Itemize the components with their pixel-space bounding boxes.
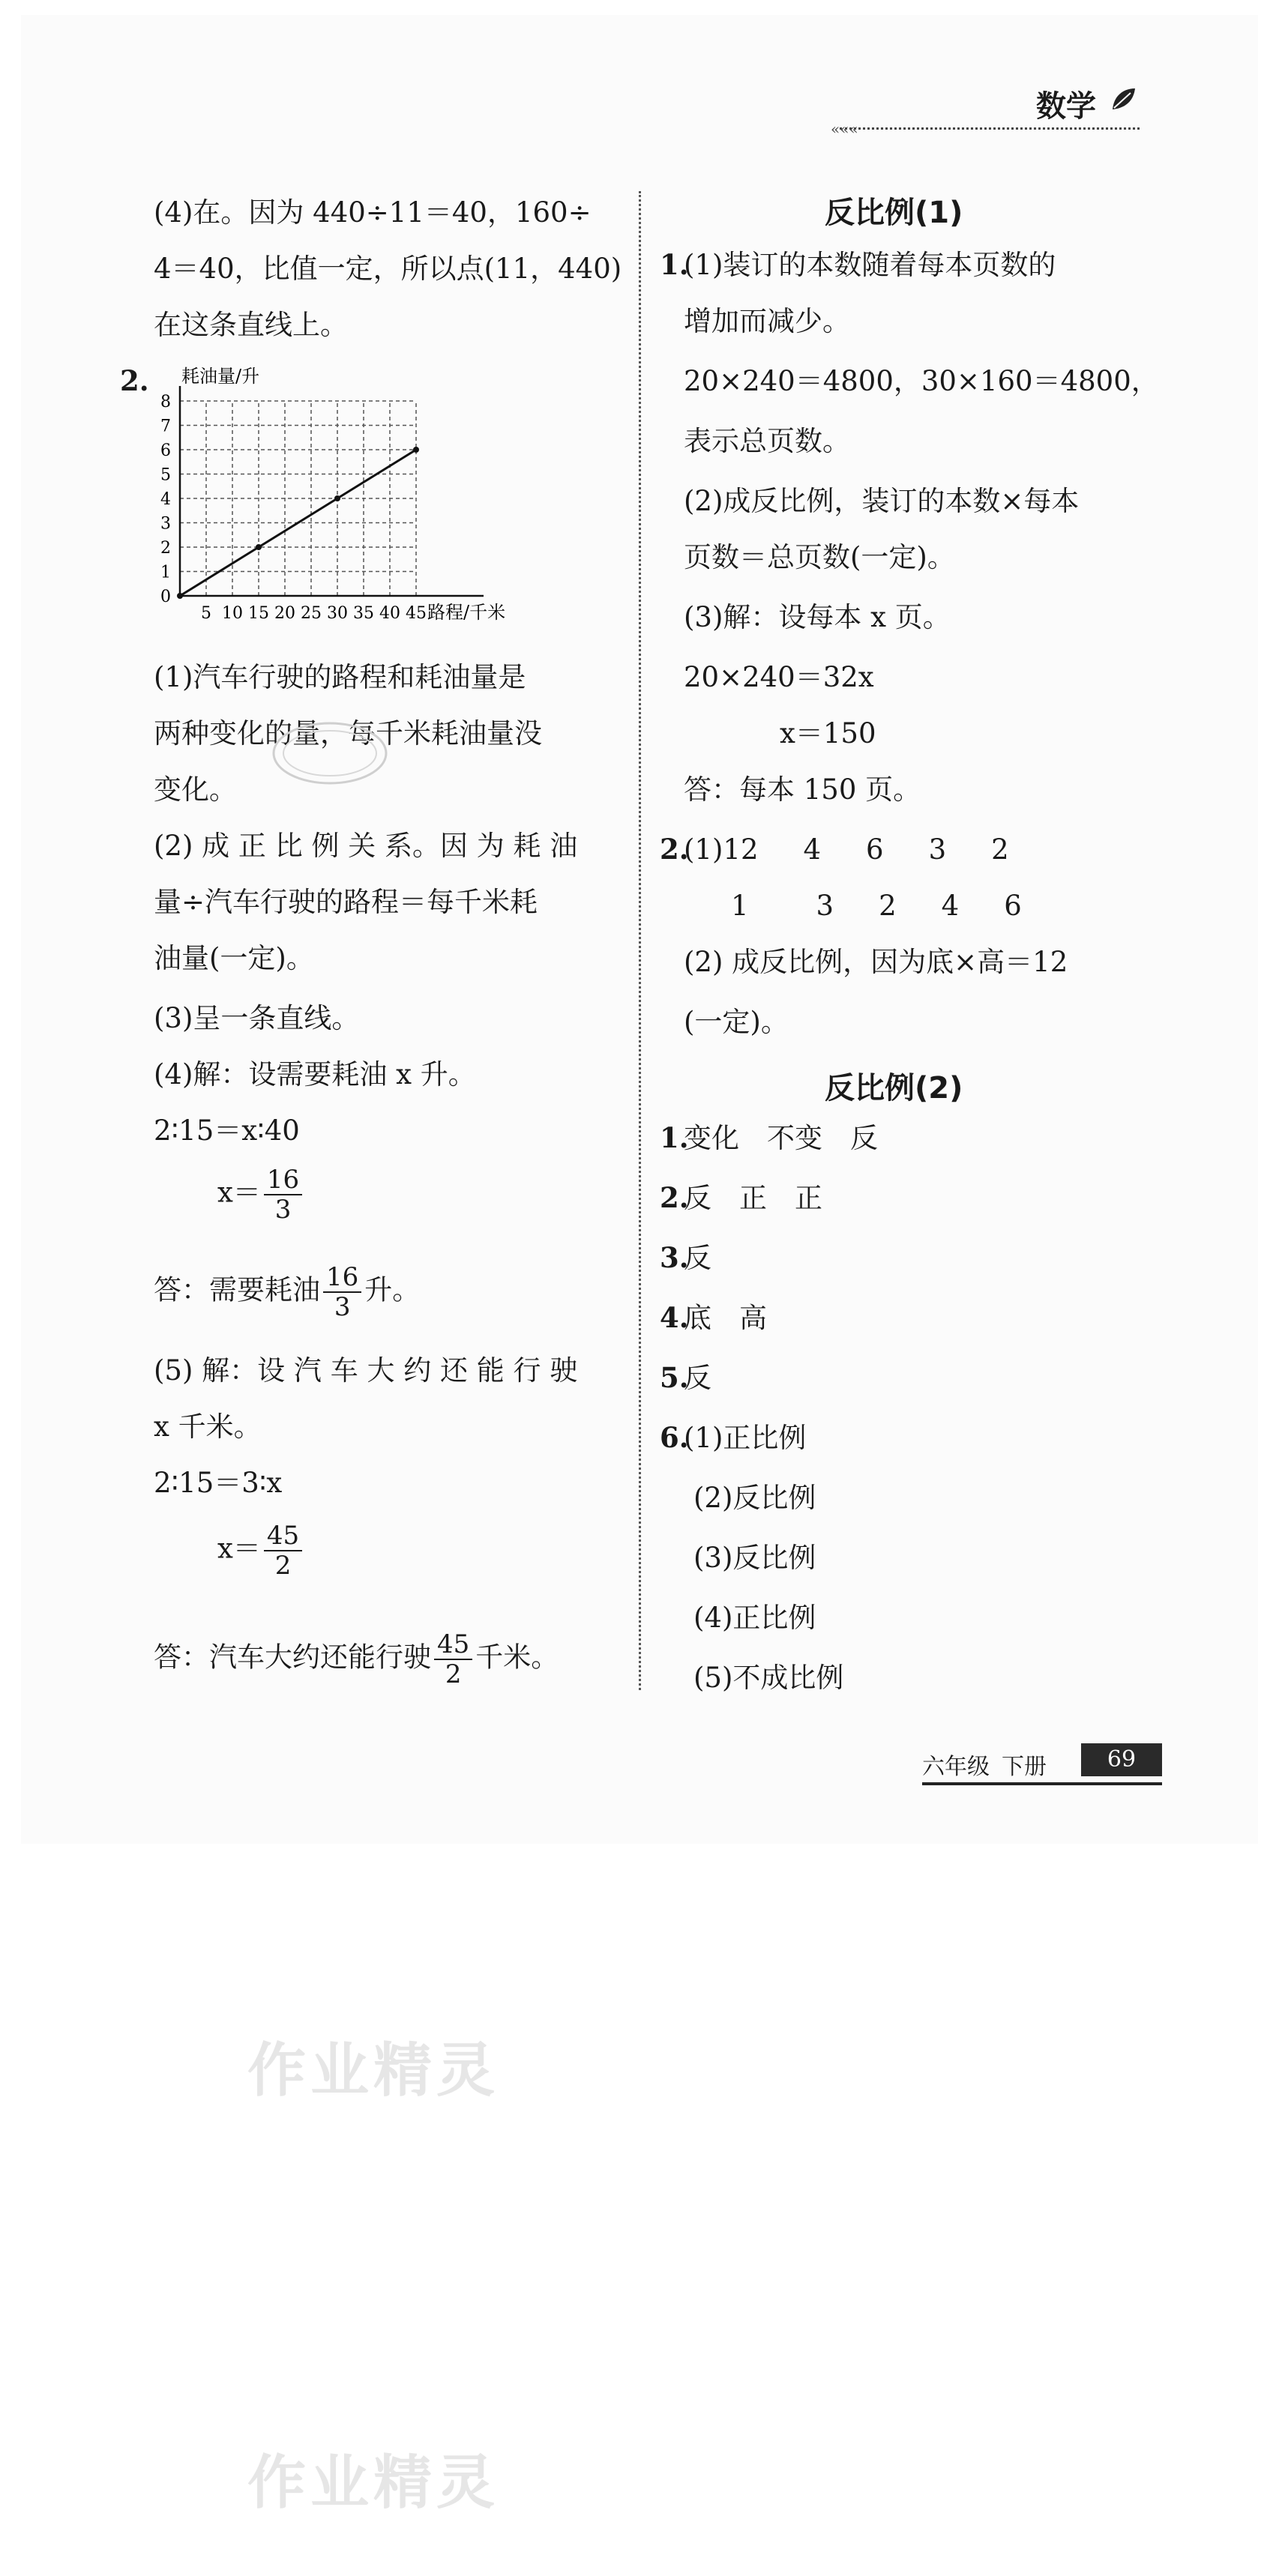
y-tick-label: 0 [160,588,171,606]
x-tick-label: 10 [222,604,243,623]
answer-suffix: 千米。 [475,1641,559,1674]
answer-suffix: 升。 [364,1273,421,1306]
r1-line-b: 增加而减少。 [684,305,850,337]
fraction [264,1521,302,1580]
q2-4-line-b: 2∶15＝x∶40 [154,1114,300,1147]
s6-number: 6. [660,1421,689,1454]
q2-5-line-c: 2∶15＝3∶x [154,1467,283,1499]
watermark-lower: 作业精灵 [247,2449,500,2517]
y-tick-label: 7 [160,417,171,436]
r2-cell: 4 [803,833,822,866]
page-number: 69 [1081,1743,1162,1776]
y-tick-label: 5 [160,465,171,485]
s3-number: 3. [660,1241,689,1274]
r1-line-c: 20×240＝4800，30×160＝4800， [684,365,1159,397]
left-line-2: 4＝40，比值一定，所以点(11，440) [154,253,622,285]
r2-line-c: (一定)。 [684,1006,789,1038]
y-tick-label: 1 [160,563,171,582]
q2-2-line-a: (2) 成 正 比 例 关 系。因 为 耗 油 [154,830,578,862]
question-2-number: 2. [120,364,149,397]
numerator: 16 [323,1263,361,1293]
r2-cell: 2 [879,890,897,922]
q2-2-line-b: 量÷汽车行驶的路程＝每千米耗 [154,886,538,918]
y-tick-label: 2 [160,539,171,558]
r2-cell: 4 [941,890,960,922]
r1-line-h: 20×240＝32x [684,661,874,693]
r1-number: 1. [660,248,689,281]
s6-answer-5: (5)不成比例 [693,1662,844,1694]
q2-5-solution [217,1521,305,1580]
r1-line-i: x＝150 [780,717,876,749]
numerator: 16 [264,1165,302,1195]
s5-answer: 反 [684,1362,711,1394]
denominator: 2 [274,1551,292,1581]
x-tick-labels [201,604,427,623]
s4-answer: 底 高 [684,1302,767,1334]
leaf-icon [1108,84,1138,114]
r2-cell: 1 [731,890,749,922]
data-point [413,447,419,453]
r1-line-g: (3)解：设每本 x 页。 [684,601,951,633]
eq-prefix: x＝ [217,1176,261,1209]
y-tick-label: 8 [160,393,171,411]
header-rule [840,127,1140,130]
s5-number: 5. [660,1361,689,1394]
denominator: 2 [445,1659,462,1689]
fraction [264,1165,302,1224]
numerator: 45 [264,1521,302,1551]
footer-rule [922,1782,1162,1785]
stamp-seal [270,716,390,791]
denominator: 3 [274,1195,292,1225]
r1-line-a: (1)装订的本数随着每本页数的 [684,249,1056,281]
fraction [434,1630,472,1689]
s6-answer-2: (2)反比例 [693,1482,816,1514]
left-line-1: (4)在。因为 440÷11＝40，160÷ [154,196,592,229]
s3-answer: 反 [684,1242,711,1274]
answer-prefix: 答：需要耗油 [154,1273,320,1306]
s2-number: 2. [660,1181,689,1214]
r2-cell: 2 [991,833,1009,866]
fuel-chart [142,360,532,630]
q2-5-line-b: x 千米。 [154,1411,262,1443]
section-title-1: 反比例(1) [825,196,963,230]
x-tick-label: 20 [274,604,295,623]
r2-line-b: (2) 成反比例，因为底×高＝12 [684,946,1068,978]
q2-4-line-a: (4)解：设需要耗油 x 升。 [154,1058,476,1091]
r2-cell: 3 [816,890,834,922]
y-tick-label: 6 [160,441,171,460]
s1-answer: 变化 不变 反 [684,1122,878,1154]
s2-answer: 反 正 正 [684,1182,822,1214]
volume-label: 下册 [1002,1754,1047,1780]
y-tick-label: 3 [160,514,171,534]
fraction [323,1263,361,1321]
r1-line-d: 表示总页数。 [684,425,850,457]
s6-answer-4: (4)正比例 [693,1602,816,1634]
numerator: 45 [434,1630,472,1660]
x-tick-label: 25 [301,604,322,623]
q2-2-line-c: 油量(一定)。 [154,942,314,974]
chart-grid [180,401,416,596]
denominator: 3 [334,1292,351,1322]
x-tick-label: 45 [406,604,427,623]
x-tick-label: 40 [379,604,400,623]
q2-3-line: (3)呈一条直线。 [154,1002,360,1034]
s1-number: 1. [660,1121,689,1154]
data-point [256,544,262,550]
y-tick-label: 4 [160,490,171,509]
chart-axes [180,386,484,596]
footer-grade [922,1748,1047,1781]
x-axis-label: 路程/千米 [427,602,506,623]
data-point [177,593,183,599]
watermark-upper: 作业精灵 [247,2037,500,2105]
x-tick-label: 5 [201,604,211,623]
x-tick-label: 35 [353,604,374,623]
s6-answer-3: (3)反比例 [693,1542,816,1574]
left-line-3: 在这条直线上。 [154,309,348,341]
header-arrows-icon: ««« [831,120,858,138]
x-tick-label: 15 [248,604,269,623]
s6-answer-1: (1)正比例 [684,1422,807,1454]
r2-row-1 [684,833,1009,866]
section-title-2: 反比例(2) [825,1071,963,1105]
q2-5-answer [154,1630,559,1689]
x-tick-label: 30 [327,604,348,623]
eq-prefix: x＝ [217,1532,261,1565]
y-axis-label: 耗油量/升 [181,366,260,387]
y-tick-labels [160,393,171,606]
answer-prefix: 答：汽车大约还能行驶 [154,1641,431,1674]
s4-number: 4. [660,1301,689,1334]
q2-1-line-b: 两种变化的量，每千米耗油量没 [154,717,542,749]
r2-cell: 3 [928,833,947,866]
q2-1-line-c: 变化。 [154,773,237,806]
subject-title: 数学 [1036,89,1096,124]
r2-cell: (1)12 [684,833,759,866]
data-point [334,495,340,501]
grade-label: 六年级 [922,1754,990,1780]
q2-4-solution [217,1165,305,1224]
r2-number: 2. [660,833,689,866]
q2-4-answer [154,1263,420,1321]
column-divider [639,191,641,1690]
r1-line-f: 页数＝总页数(一定)。 [684,541,955,573]
q2-5-line-a: (5) 解：设 汽 车 大 约 还 能 行 驶 [154,1354,578,1387]
q2-1-line-a: (1)汽车行驶的路程和耗油量是 [154,661,526,693]
r2-row-2 [731,892,1022,920]
r1-line-e: (2)成反比例，装订的本数×每本 [684,485,1080,517]
r2-cell: 6 [1004,890,1022,922]
r2-cell: 6 [866,833,884,866]
r1-line-j: 答：每本 150 页。 [684,773,921,806]
